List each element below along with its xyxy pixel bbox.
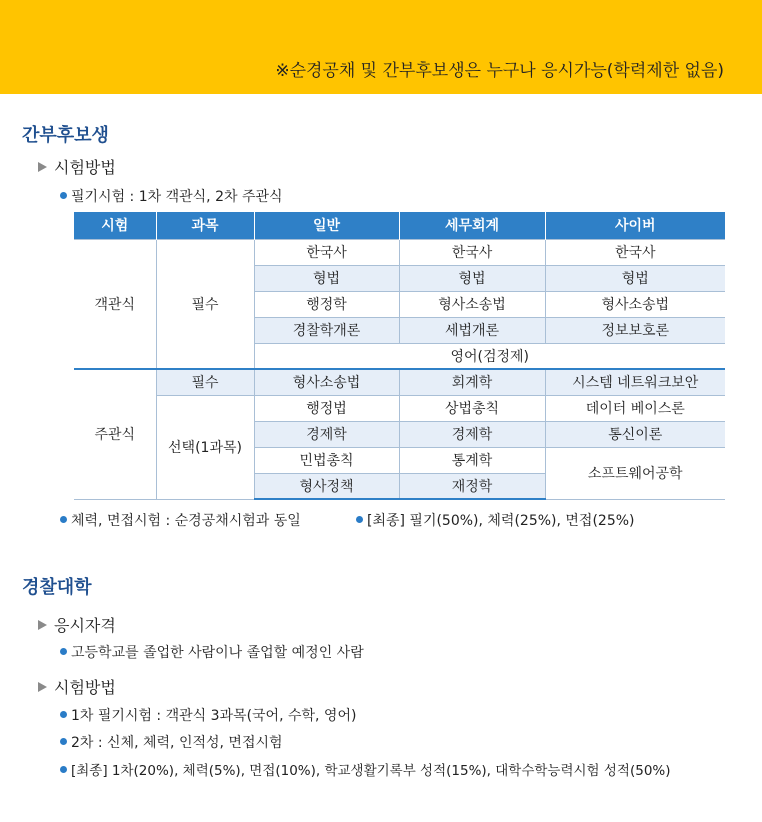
police-univ-qual-text: 고등학교를 졸업한 사람이나 졸업할 예정인 사람 bbox=[71, 645, 364, 661]
bullet-dot-icon bbox=[60, 738, 67, 745]
table-cell: 형사소송법 bbox=[545, 291, 725, 317]
triangle-right-icon bbox=[38, 682, 47, 692]
header-cyber: 사이버 bbox=[545, 212, 725, 239]
police-univ-method-item bbox=[60, 705, 356, 725]
table-cell: 통신이론 bbox=[545, 421, 725, 447]
exam-objective: 객관식 bbox=[74, 239, 156, 369]
cadet-written-exam-text: 필기시험 : 1차 객관식, 2차 주관식 bbox=[71, 189, 283, 205]
header-tax-accounting: 세무회계 bbox=[399, 212, 545, 239]
police-univ-method-heading bbox=[38, 675, 116, 698]
header-exam: 시험 bbox=[74, 212, 156, 239]
cadet-written-exam bbox=[60, 186, 283, 206]
bullet-dot-icon bbox=[60, 766, 67, 773]
table-cell: 회계학 bbox=[399, 369, 545, 395]
section-title-police-univ: 경찰대학 bbox=[22, 577, 92, 598]
police-univ-qual-heading bbox=[38, 613, 116, 636]
police-univ-qual-label: 응시자격 bbox=[54, 616, 116, 635]
cadet-final-note-text: [최종] 필기(50%), 체력(25%), 면접(25%) bbox=[367, 513, 635, 529]
police-univ-method-text: 2차 : 신체, 체력, 인적성, 면접시험 bbox=[71, 735, 283, 751]
cadet-fitness-note-text: 체력, 면접시험 : 순경공채시험과 동일 bbox=[71, 513, 301, 529]
table-cell: 세법개론 bbox=[399, 317, 545, 343]
header-general: 일반 bbox=[254, 212, 399, 239]
section-title-cadet: 간부후보생 bbox=[22, 125, 109, 146]
table-cell: 형사소송법 bbox=[254, 369, 399, 395]
triangle-right-icon bbox=[38, 162, 47, 172]
notice-banner bbox=[0, 0, 762, 94]
table-row bbox=[74, 239, 725, 265]
police-univ-method-text: [최종] 1차(20%), 체력(5%), 면접(10%), 학교생활기록부 성적(15%), 대학수학능력시험 성적(50%) bbox=[71, 763, 671, 779]
bullet-dot-icon bbox=[60, 648, 67, 655]
table-cell: 상법총칙 bbox=[399, 395, 545, 421]
triangle-right-icon bbox=[38, 620, 47, 630]
police-univ-method-text: 1차 필기시험 : 객관식 3과목(국어, 수학, 영어) bbox=[71, 708, 357, 724]
police-univ-method-item bbox=[60, 732, 283, 752]
table-row bbox=[74, 369, 725, 395]
table-cell: 행정학 bbox=[254, 291, 399, 317]
table-cell: 한국사 bbox=[545, 239, 725, 265]
cadet-fitness-note bbox=[60, 510, 301, 530]
table-cell: 정보보호론 bbox=[545, 317, 725, 343]
table-cell: 소프트웨어공학 bbox=[545, 447, 725, 499]
table-cell: 시스템 네트워크보안 bbox=[545, 369, 725, 395]
category-required: 필수 bbox=[156, 239, 254, 369]
table-cell: 한국사 bbox=[399, 239, 545, 265]
bullet-dot-icon bbox=[60, 711, 67, 718]
table-cell: 재정학 bbox=[399, 473, 545, 499]
bullet-dot-icon bbox=[356, 516, 363, 523]
table-cell: 통계학 bbox=[399, 447, 545, 473]
header-subject: 과목 bbox=[156, 212, 254, 239]
category-elective: 선택(1과목) bbox=[156, 395, 254, 499]
table-row bbox=[74, 395, 725, 421]
exam-subjective: 주관식 bbox=[74, 369, 156, 499]
police-univ-method-item bbox=[60, 759, 671, 779]
common-english-cell: 영어(검정제) bbox=[254, 343, 725, 369]
police-univ-method-label: 시험방법 bbox=[54, 678, 116, 697]
table-cell: 형법 bbox=[399, 265, 545, 291]
table-cell: 경제학 bbox=[399, 421, 545, 447]
bullet-dot-icon bbox=[60, 516, 67, 523]
cadet-final-note bbox=[356, 510, 635, 530]
cadet-subject-table bbox=[74, 212, 725, 500]
table-cell: 형사소송법 bbox=[399, 291, 545, 317]
banner-notice: ※순경공채 및 간부후보생은 누구나 응시가능(학력제한 없음) bbox=[275, 61, 724, 81]
bullet-dot-icon bbox=[60, 192, 67, 199]
table-cell: 형법 bbox=[254, 265, 399, 291]
cadet-method-heading bbox=[38, 155, 116, 178]
table-cell: 경찰학개론 bbox=[254, 317, 399, 343]
table-cell: 경제학 bbox=[254, 421, 399, 447]
table-cell: 데이터 베이스론 bbox=[545, 395, 725, 421]
cadet-method-label: 시험방법 bbox=[54, 158, 116, 177]
table-cell: 민법총칙 bbox=[254, 447, 399, 473]
police-univ-qual-item bbox=[60, 642, 364, 662]
category-required: 필수 bbox=[156, 369, 254, 395]
table-cell: 한국사 bbox=[254, 239, 399, 265]
table-cell: 형법 bbox=[545, 265, 725, 291]
table-header-row bbox=[74, 212, 725, 239]
table-cell: 행정법 bbox=[254, 395, 399, 421]
table-cell: 형사정책 bbox=[254, 473, 399, 499]
